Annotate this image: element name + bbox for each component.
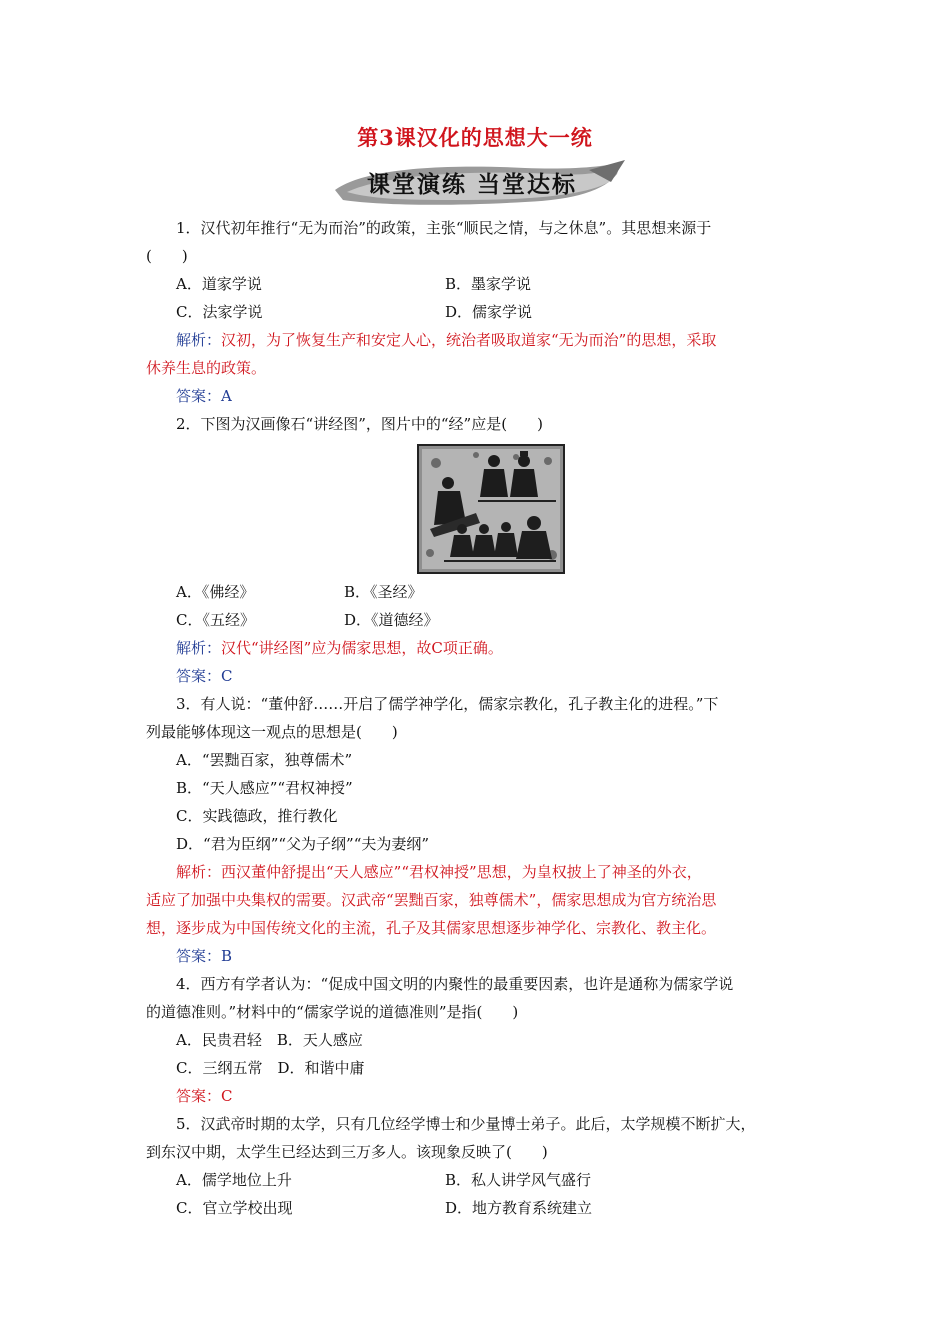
q4-stem-line1: 4．西方有学者认为：“促成中国文明的内聚性的最重要因素，也许是通称为儒家学说 <box>176 975 734 993</box>
answer-text: 答案：A <box>176 387 232 405</box>
q4-stem-line2: 的道德准则。”材料中的“儒家学说的道德准则”是指( ) <box>146 1003 519 1021</box>
q4-options-ab: A．民贵君轻 B．天人感应 <box>176 1031 363 1049</box>
q3-option-a: A．“罢黜百家，独尊儒术” <box>176 751 353 769</box>
explanation-text: 西汉董仲舒提出“天人感应”“君权神授”思想，为皇权披上了神圣的外衣， <box>221 863 702 881</box>
q2-explanation <box>176 638 503 658</box>
explanation-label: 解析： <box>176 331 222 349</box>
explanation-label: 解析： <box>176 639 222 657</box>
answer-text: 答案：C <box>176 1087 233 1105</box>
explanation-label: 解析： <box>176 863 222 881</box>
lesson-title: 第3课汉化的思想大一统 <box>357 125 593 150</box>
q1-stem-line2: ( ) <box>146 247 188 265</box>
explanation-text: 汉代“讲经图”应为儒家思想，故C项正确。 <box>221 639 503 657</box>
q5-option-d: D．地方教育系统建立 <box>445 1199 593 1217</box>
q1-answer <box>176 386 232 406</box>
q2-option-b: B．《圣经》 <box>344 583 423 601</box>
q3-explanation-line1 <box>176 862 702 882</box>
q5-option-b: B．私人讲学风气盛行 <box>445 1171 592 1189</box>
q3-stem-line1: 3．有人说：“董仲舒……开启了儒学神学化，儒家宗教化，孔子教主化的进程。”下 <box>176 695 719 713</box>
answer-text: 答案：C <box>176 667 233 685</box>
q2-stem: 2．下图为汉画像石“讲经图”，图片中的“经”应是( ) <box>176 415 543 433</box>
q4-answer <box>176 1086 232 1106</box>
answer-text: 答案：B <box>176 947 233 965</box>
q1-stem-line1: 1．汉代初年推行“无为而治”的政策，主张“顺民之情，与之休息”。其思想来源于 <box>176 219 712 237</box>
q2-option-d: D．《道德经》 <box>344 611 439 629</box>
explanation-text: 汉初，为了恢复生产和安定人心，统治者吸取道家“无为而治”的思想，采取 <box>221 331 717 349</box>
q4-options-cd: C．三纲五常 D．和谐中庸 <box>176 1059 365 1077</box>
q3-option-c: C．实践德政，推行教化 <box>176 807 338 825</box>
banner-text: 课堂演练 当堂达标 <box>367 171 578 198</box>
q1-option-a: A．道家学说 <box>176 275 262 293</box>
q1-option-d: D．儒家学说 <box>445 303 533 321</box>
q3-stem-line2: 列最能够体现这一观点的思想是( ) <box>146 723 398 741</box>
q2-option-a: A．《佛经》 <box>176 583 255 601</box>
q3-explanation-line3: 想，逐步成为中国传统文化的主流，孔子及其儒家思想逐步神学化、宗教化、教主化。 <box>146 919 717 937</box>
q5-stem-line1: 5．汉武帝时期的太学，只有几位经学博士和少量博士弟子。此后，太学规模不断扩大， <box>176 1115 756 1133</box>
q3-option-d: D．“君为臣纲”“父为子纲”“夫为妻纲” <box>176 835 430 853</box>
q5-option-a: A．儒学地位上升 <box>176 1171 292 1189</box>
q3-explanation-line2: 适应了加强中央集权的需要。汉武帝“罢黜百家，独尊儒术”，儒家思想成为官方统治思 <box>146 891 717 909</box>
q2-option-c: C．《五经》 <box>176 611 255 629</box>
q1-explanation-line2: 休养生息的政策。 <box>146 359 267 377</box>
q3-answer <box>176 946 232 966</box>
lecture-stone-relief-image <box>416 443 566 575</box>
section-banner <box>325 160 625 208</box>
q1-explanation-line1 <box>176 330 716 350</box>
q5-option-c: C．官立学校出现 <box>176 1199 293 1217</box>
q1-option-b: B．墨家学说 <box>445 275 532 293</box>
q2-answer <box>176 666 232 686</box>
q3-option-b: B．“天人感应”“君权神授” <box>176 779 353 797</box>
stone-relief-illustration <box>416 443 566 575</box>
q1-option-c: C．法家学说 <box>176 303 263 321</box>
q5-stem-line2: 到东汉中期，太学生已经达到三万多人。该现象反映了( ) <box>146 1143 548 1161</box>
